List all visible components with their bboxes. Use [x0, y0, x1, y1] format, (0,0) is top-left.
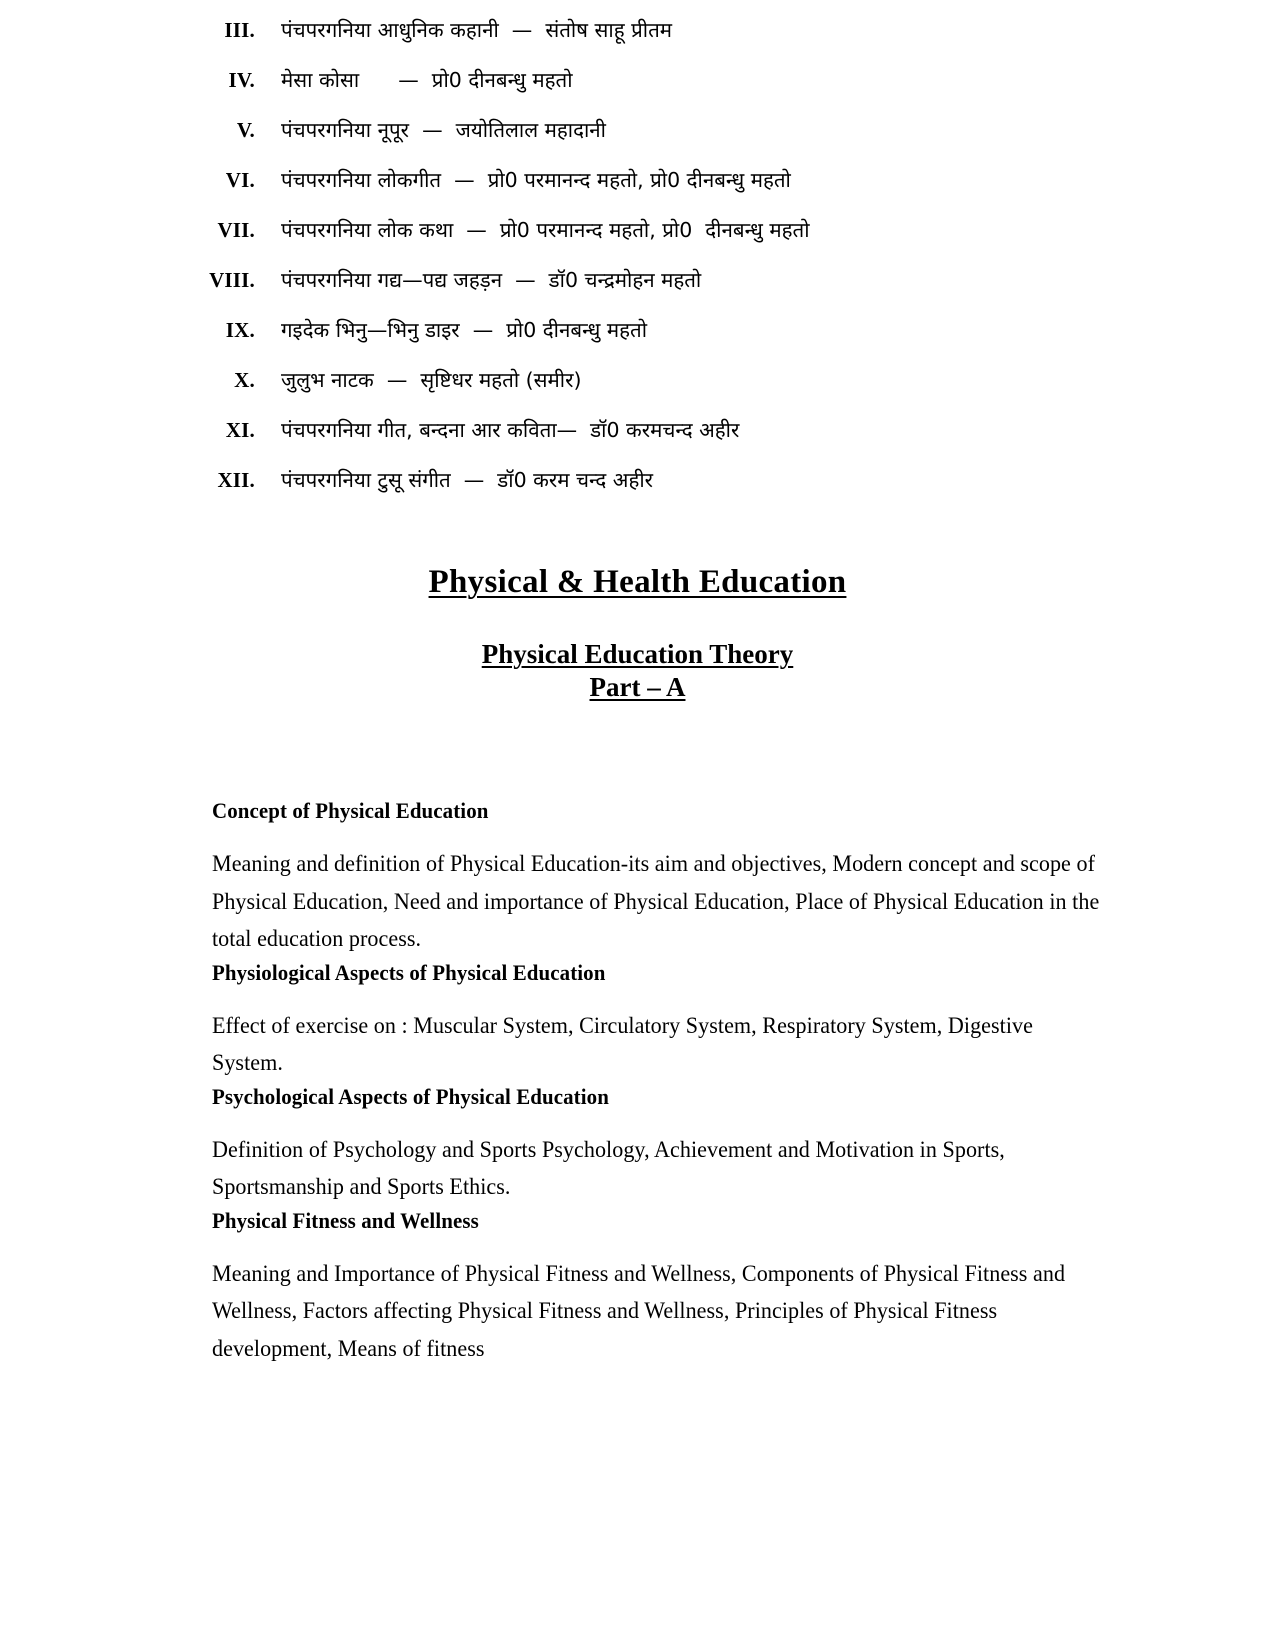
list-item	[0, 168, 1275, 218]
reference-list	[0, 18, 1275, 518]
page-title: Physical & Health Education	[428, 564, 847, 600]
list-item	[0, 118, 1275, 168]
list-item-numeral: VI.	[225, 168, 255, 192]
section-heading: Physical Fitness and Wellness	[212, 1207, 479, 1233]
section-heading: Physiological Aspects of Physical Education	[212, 959, 606, 985]
list-item-text: जुलुभ नाटक — सृष्टिधर महतो (समीर)	[281, 368, 582, 392]
subject-heading-group	[0, 639, 1275, 705]
list-item	[0, 468, 1275, 518]
list-item-text: पंचपरगनिया नूपूर — जयोतिलाल महादानी	[281, 118, 606, 142]
syllabus-section	[212, 1207, 1102, 1369]
list-item	[0, 368, 1275, 418]
subject-title: Physical Education Theory	[481, 638, 794, 669]
list-item	[0, 418, 1275, 468]
section-body: Meaning and Importance of Physical Fitness and Wellness, Components of Physical Fitness and Wellness, Factors affecting Physical Fitness and Wellness, Principles of Physical Fitness development, Means of fitness	[212, 1260, 1066, 1362]
section-body: Definition of Psychology and Sports Psychology, Achievement and Motivation in Sports, Sportsmanship and Sports Ethics.	[212, 1136, 1005, 1200]
section-body: Meaning and definition of Physical Education-its aim and objectives, Modern concept and scope of Physical Education, Need and importance of Physical Education, Place of Physical Education in the total education process.	[212, 851, 1100, 952]
list-item	[0, 68, 1275, 118]
list-item-numeral: IV.	[228, 68, 255, 92]
syllabus-section	[212, 797, 1102, 959]
list-item-numeral: III.	[224, 18, 255, 42]
syllabus-section	[212, 959, 1102, 1083]
list-item-text: पंचपरगनिया गद्य—पद्य जहड़न — डॉ0 चन्द्रमोहन महतो	[281, 268, 702, 292]
section-body: Effect of exercise on : Muscular System, Circulatory System, Respiratory System, Digestive System.	[212, 1012, 1034, 1076]
list-item	[0, 318, 1275, 368]
list-item-numeral: X.	[234, 368, 255, 392]
list-item-text: पंचपरगनिया गीत, बन्दना आर कविता— डॉ0 करमचन्द अहीर	[281, 418, 740, 442]
list-item-text: पंचपरगनिया लोकगीत — प्रो0 परमानन्द महतो, प्रो0 दीनबन्धु महतो	[281, 168, 791, 192]
list-item-text: पंचपरगनिया लोक कथा — प्रो0 परमानन्द महतो, प्रो0 दीनबन्धु महतो	[281, 218, 810, 242]
list-item-text: मेसा कोसा — प्रो0 दीनबन्धु महतो	[281, 68, 573, 92]
list-item-numeral: V.	[236, 118, 255, 142]
list-item-numeral: XI.	[225, 418, 255, 442]
list-item	[0, 18, 1275, 68]
list-item-numeral: VII.	[217, 218, 255, 242]
heading-group	[0, 560, 1275, 704]
list-item	[0, 218, 1275, 268]
section-heading: Psychological Aspects of Physical Education	[212, 1083, 609, 1109]
part-label: Part – A	[589, 672, 686, 703]
list-item-text: पंचपरगनिया आधुनिक कहानी — संतोष साहू प्रीतम	[281, 18, 673, 42]
section-heading: Concept of Physical Education	[212, 798, 489, 823]
list-item-numeral: XII.	[217, 468, 255, 492]
syllabus-content	[212, 797, 1102, 1368]
list-item	[0, 268, 1275, 318]
list-item-text: गइदेक भिनु—भिनु डाइर — प्रो0 दीनबन्धु महतो	[281, 318, 648, 342]
list-item-text: पंचपरगनिया टुसू संगीत — डॉ0 करम चन्द अहीर	[281, 468, 654, 492]
syllabus-section	[212, 1083, 1102, 1207]
list-item-numeral: VIII.	[209, 268, 255, 292]
list-item-numeral: IX.	[225, 318, 255, 342]
